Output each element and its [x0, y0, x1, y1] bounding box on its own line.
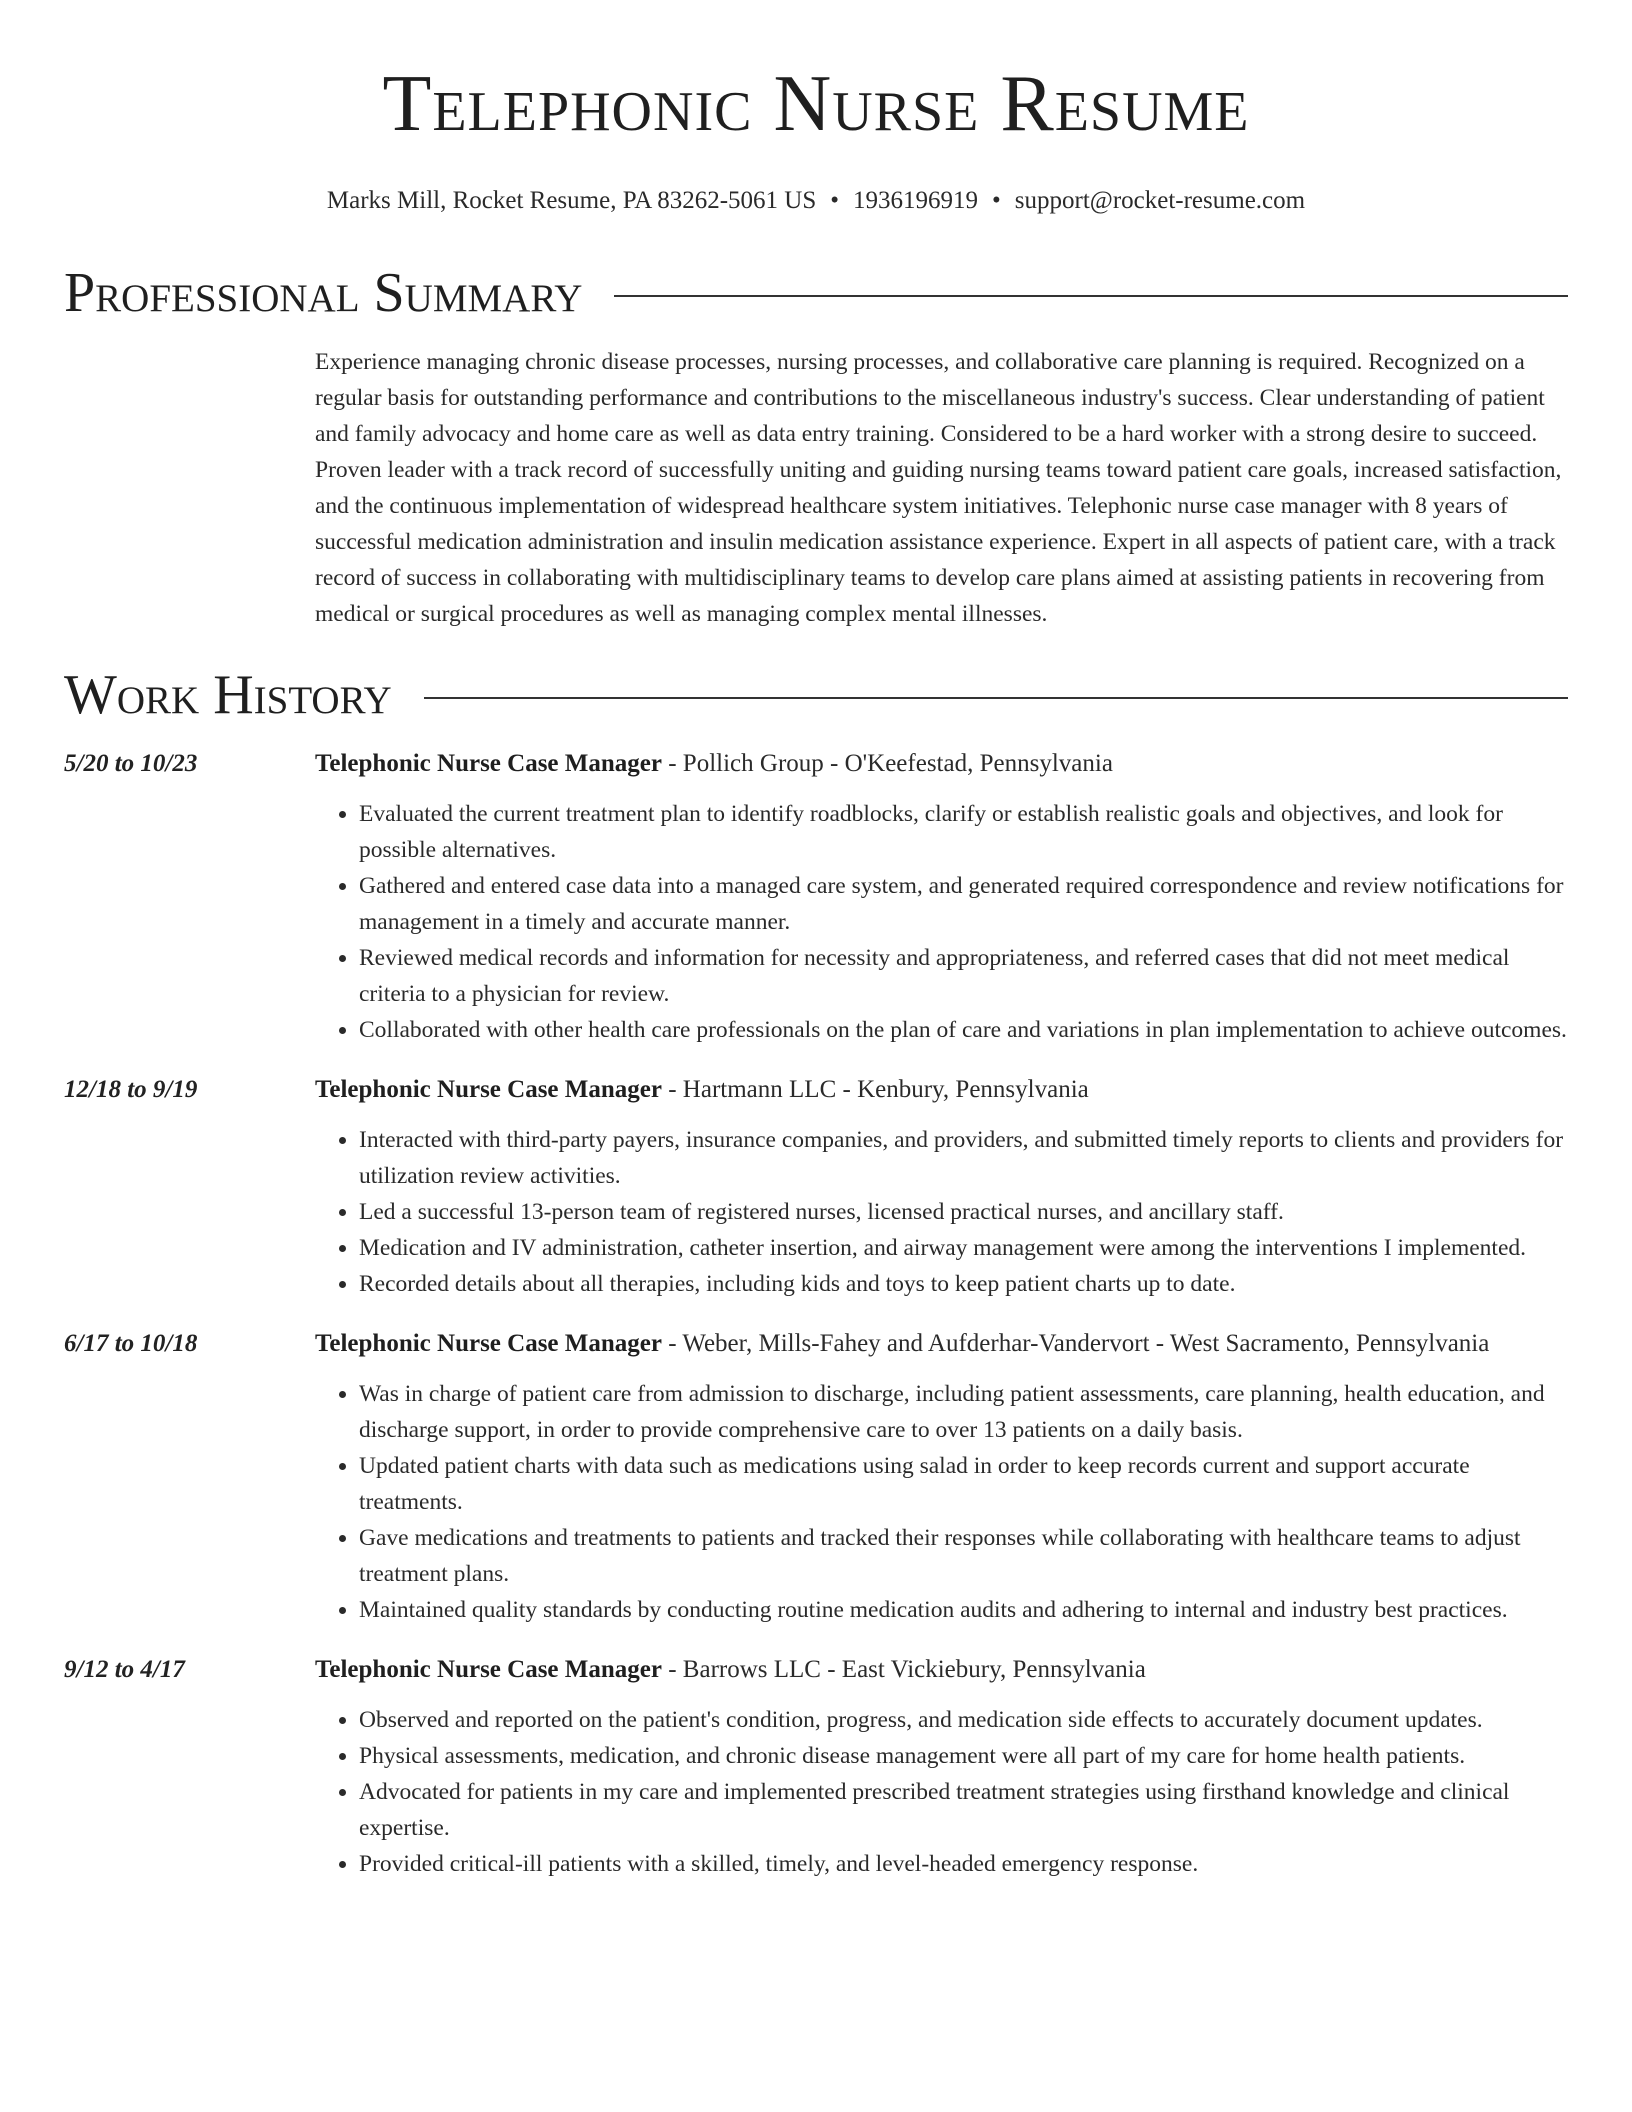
- job-org: - Barrows LLC - East Vickiebury, Pennsylvania: [661, 1656, 1146, 1683]
- job-dates: 5/20 to 10/23: [64, 750, 198, 777]
- job-bullets: [315, 1122, 1568, 1302]
- list-item: • Observed and reported on the patient's condition, progress, and medication side effects to accurately document updates.: [359, 1702, 1568, 1738]
- job-headline: [315, 1650, 1568, 1690]
- summary-text: Experience managing chronic disease processes, nursing processes, and collaborative care planning is required. Recognized on a regular basis for outstanding performance and contributions to the miscellaneous industry's success. Clear understanding of patient and family advocacy and home care as well as data entry training. Considered to be a hard worker with a strong desire to succeed. Proven leader with a track record of successfully uniting and guiding nursing teams toward patient care goals, increased satisfaction, and the continuous implementation of widespread healthcare system initiatives. Telephonic nurse case manager with 8 years of successful medication administration and insulin medication assistance experience. Expert in all aspects of patient care, with a track record of success in collaborating with multidisciplinary teams to develop care plans aimed at assisting patients in recovering from medical or surgical procedures as well as managing complex mental illnesses.: [315, 349, 1562, 627]
- contact-phone: 1936196919: [853, 187, 979, 214]
- list-item: • Collaborated with other health care professionals on the plan of care and variations in plan implementation to achieve outcomes.: [359, 1012, 1568, 1048]
- job-bullets: [315, 1702, 1568, 1882]
- list-item: • Physical assessments, medication, and chronic disease management were all part of my care for home health patients.: [359, 1738, 1568, 1774]
- list-item: • Medication and IV administration, catheter insertion, and airway management were among the interventions I implemented.: [359, 1230, 1568, 1266]
- contact-email: support@rocket-resume.com: [1014, 187, 1306, 214]
- list-item: • Advocated for patients in my care and implemented prescribed treatment strategies using firsthand knowledge and clinical expertise.: [359, 1774, 1568, 1846]
- list-item: • Reviewed medical records and information for necessity and appropriateness, and referred cases that did not meet medical criteria to a physician for review.: [359, 940, 1568, 1012]
- job-headline: [315, 1324, 1568, 1364]
- job-dates: 9/12 to 4/17: [64, 1656, 185, 1683]
- job-headline: [315, 744, 1568, 784]
- summary-section-header: [64, 260, 1568, 326]
- list-item: • Gave medications and treatments to patients and tracked their responses while collaborating with healthcare teams to adjust treatment plans.: [359, 1520, 1568, 1592]
- job-body: [315, 1650, 1568, 1882]
- contact-line: [64, 184, 1568, 218]
- list-item: • Gathered and entered case data into a managed care system, and generated required correspondence and review notifications for management in a timely and accurate manner.: [359, 868, 1568, 940]
- job-org: - Hartmann LLC - Kenbury, Pennsylvania: [661, 1076, 1089, 1103]
- job-bullets: [315, 796, 1568, 1048]
- job-entry: [64, 1650, 1568, 1882]
- job-org: - Weber, Mills-Fahey and Aufderhar-Vandervort - West Sacramento, Pennsylvania: [661, 1330, 1490, 1357]
- resume-title: Telephonic Nurse Resume: [382, 60, 1250, 148]
- job-role: Telephonic Nurse Case Manager: [315, 1656, 662, 1683]
- contact-separator: •: [992, 187, 1001, 214]
- job-role: Telephonic Nurse Case Manager: [315, 1076, 662, 1103]
- job-dates: 6/17 to 10/18: [64, 1330, 198, 1357]
- list-item: • Interacted with third-party payers, insurance companies, and providers, and submitted timely reports to clients and providers for utilization review activities.: [359, 1122, 1568, 1194]
- job-body: [315, 744, 1568, 1048]
- job-bullets: [315, 1376, 1568, 1628]
- job-entry: [64, 744, 1568, 1048]
- summary-heading: Professional Summary: [64, 262, 583, 324]
- list-item: • Maintained quality standards by conducting routine medication audits and adhering to internal and industry best practices.: [359, 1592, 1568, 1628]
- work-heading: Work History: [64, 664, 392, 726]
- section-divider: [614, 295, 1568, 297]
- work-section-header: [64, 662, 1568, 728]
- list-item: • Evaluated the current treatment plan to identify roadblocks, clarify or establish realistic goals and objectives, and look for possible alternatives.: [359, 796, 1568, 868]
- list-item: • Updated patient charts with data such as medications using salad in order to keep records current and support accurate treatments.: [359, 1448, 1568, 1520]
- job-entry: [64, 1324, 1568, 1628]
- list-item: • Led a successful 13-person team of registered nurses, licensed practical nurses, and ancillary staff.: [359, 1194, 1568, 1230]
- list-item: • Was in charge of patient care from admission to discharge, including patient assessments, care planning, health education, and discharge support, in order to provide comprehensive care to over 13 patients on a daily basis.: [359, 1376, 1568, 1448]
- contact-address: Marks Mill, Rocket Resume, PA 83262-5061 US: [326, 187, 817, 214]
- job-body: [315, 1324, 1568, 1628]
- job-dates: 12/18 to 9/19: [64, 1076, 198, 1103]
- job-role: Telephonic Nurse Case Manager: [315, 750, 662, 777]
- section-divider: [424, 697, 1568, 699]
- list-item: • Provided critical-ill patients with a skilled, timely, and level-headed emergency response.: [359, 1846, 1568, 1882]
- job-entry: [64, 1070, 1568, 1302]
- job-body: [315, 1070, 1568, 1302]
- job-role: Telephonic Nurse Case Manager: [315, 1330, 662, 1357]
- job-org: - Pollich Group - O'Keefestad, Pennsylvania: [661, 750, 1113, 777]
- contact-separator: •: [830, 187, 840, 214]
- list-item: • Recorded details about all therapies, including kids and toys to keep patient charts up to date.: [359, 1266, 1568, 1302]
- job-headline: [315, 1070, 1568, 1110]
